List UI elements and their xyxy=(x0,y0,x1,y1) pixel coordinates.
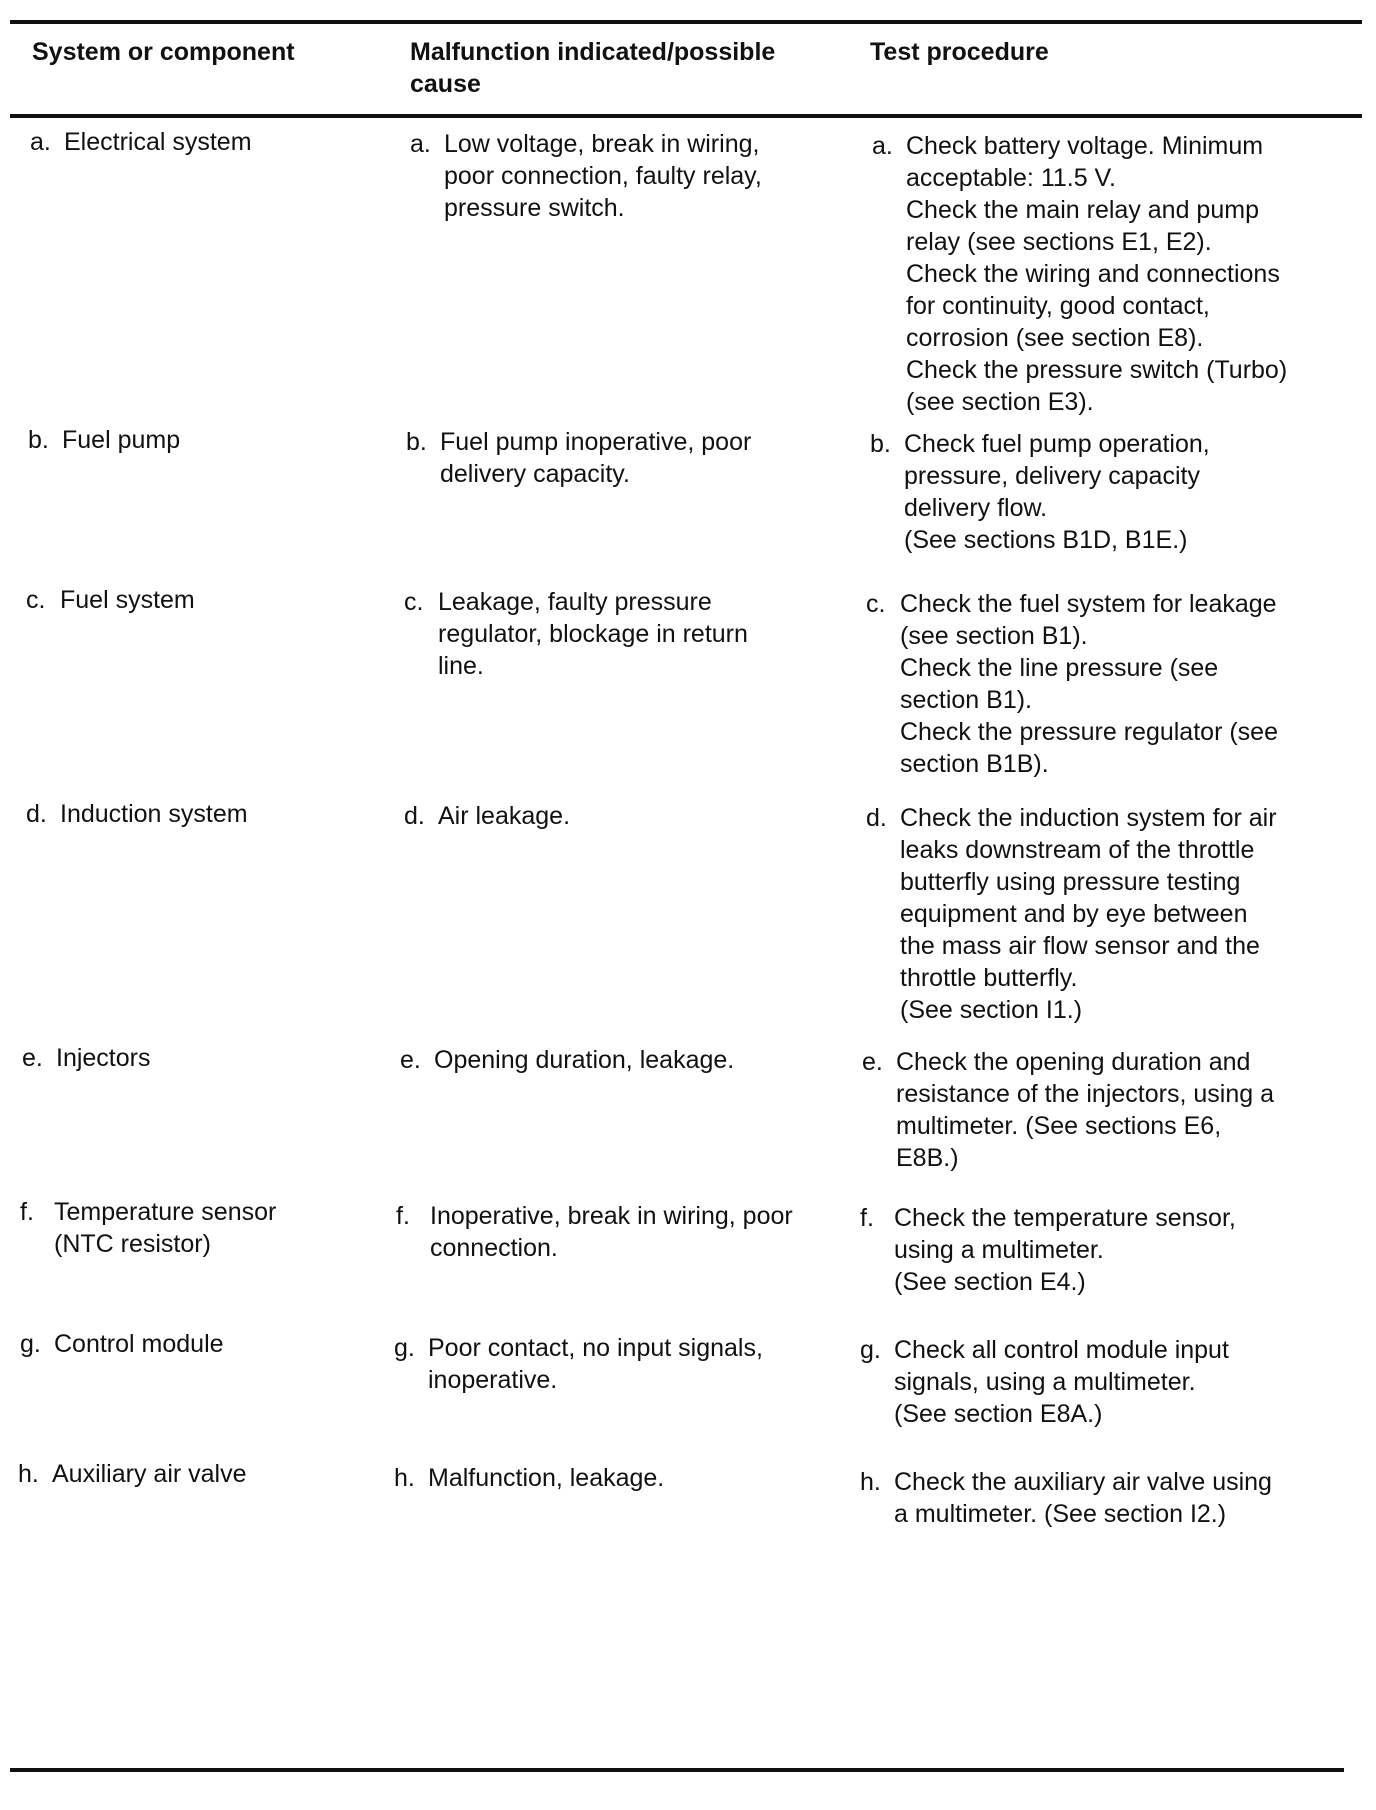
text-line: throttle butterfly. xyxy=(900,964,1078,992)
item-letter: f. xyxy=(860,1204,874,1232)
text-line: the mass air flow sensor and the xyxy=(900,932,1260,960)
item-letter: f. xyxy=(396,1202,410,1230)
text-line: Check the induction system for air xyxy=(900,804,1277,832)
header-malfunction-line1: Malfunction indicated/possible xyxy=(410,38,776,66)
text-line: a multimeter. (See section I2.) xyxy=(894,1500,1227,1528)
system-cell-text xyxy=(64,126,390,158)
test-cell xyxy=(866,588,1346,780)
cause-cell-text xyxy=(428,1462,834,1494)
text-line: delivery capacity. xyxy=(440,460,630,488)
header-test-procedure: Test procedure xyxy=(870,38,1049,66)
cause-cell-text xyxy=(444,128,850,224)
text-line: signals, using a multimeter. xyxy=(894,1368,1196,1396)
item-letter: d. xyxy=(866,804,887,832)
cause-cell-text xyxy=(434,1044,840,1076)
cause-cell xyxy=(404,800,844,832)
item-letter: h. xyxy=(18,1460,39,1488)
text-line: leaks downstream of the throttle xyxy=(900,836,1255,864)
header-malfunction-cause xyxy=(410,36,850,100)
text-line: pressure, delivery capacity xyxy=(904,462,1200,490)
cause-cell-text xyxy=(438,800,844,832)
text-line: Check the pressure regulator (see xyxy=(900,718,1278,746)
header-rule xyxy=(10,114,1362,118)
system-cell xyxy=(18,1458,378,1490)
text-line: inoperative. xyxy=(428,1366,558,1394)
item-letter: b. xyxy=(870,430,891,458)
text-line: Check the temperature sensor, xyxy=(894,1204,1236,1232)
text-line: Check the fuel system for leakage xyxy=(900,590,1277,618)
text-line: Induction system xyxy=(60,800,248,828)
text-line: poor connection, faulty relay, xyxy=(444,162,762,190)
text-line: Low voltage, break in wiring, xyxy=(444,130,760,158)
test-cell xyxy=(860,1466,1340,1530)
cause-cell-text xyxy=(438,586,844,682)
text-line: section B1). xyxy=(900,686,1033,714)
item-letter: d. xyxy=(404,802,425,830)
cause-cell xyxy=(396,1200,836,1264)
text-line: (See section E4.) xyxy=(894,1268,1086,1296)
test-cell-text xyxy=(900,802,1346,1026)
system-cell xyxy=(22,1042,382,1074)
item-letter: a. xyxy=(872,132,893,160)
text-line: Check the opening duration and xyxy=(896,1048,1251,1076)
cause-cell xyxy=(404,586,844,682)
text-line: E8B.) xyxy=(896,1144,959,1172)
cause-cell-text xyxy=(440,426,846,490)
test-cell-text xyxy=(906,130,1352,418)
text-line: Injectors xyxy=(56,1044,151,1072)
text-line: using a multimeter. xyxy=(894,1236,1104,1264)
text-line: section B1B). xyxy=(900,750,1049,778)
text-line: delivery flow. xyxy=(904,494,1048,522)
item-letter: d. xyxy=(26,800,47,828)
system-cell-text xyxy=(54,1328,380,1360)
test-cell-text xyxy=(900,588,1346,780)
item-letter: c. xyxy=(404,588,424,616)
test-cell-text xyxy=(904,428,1350,556)
top-rule xyxy=(10,20,1362,24)
item-letter: e. xyxy=(22,1044,43,1072)
text-line: Check the auxiliary air valve using xyxy=(894,1468,1272,1496)
text-line: (NTC resistor) xyxy=(54,1230,211,1258)
text-line: resistance of the injectors, using a xyxy=(896,1080,1274,1108)
text-line: regulator, blockage in return xyxy=(438,620,748,648)
text-line: Fuel system xyxy=(60,586,195,614)
test-cell-text xyxy=(894,1202,1340,1298)
system-cell xyxy=(30,126,390,158)
text-line: Check the wiring and connections xyxy=(906,260,1280,288)
system-cell-text xyxy=(54,1196,380,1260)
text-line: (See sections B1D, B1E.) xyxy=(904,526,1188,554)
text-line: pressure switch. xyxy=(444,194,625,222)
text-line: Fuel pump inoperative, poor xyxy=(440,428,752,456)
text-line: Poor contact, no input signals, xyxy=(428,1334,763,1362)
text-line: Check battery voltage. Minimum xyxy=(906,132,1264,160)
item-letter: e. xyxy=(400,1046,421,1074)
system-cell-text xyxy=(56,1042,382,1074)
text-line: Check the line pressure (see xyxy=(900,654,1219,682)
system-cell-text xyxy=(52,1458,378,1490)
text-line: Air leakage. xyxy=(438,802,571,830)
item-letter: a. xyxy=(410,130,431,158)
text-line: (See section E8A.) xyxy=(894,1400,1103,1428)
test-cell xyxy=(862,1046,1342,1174)
text-line: (see section E3). xyxy=(906,388,1094,416)
cause-cell xyxy=(406,426,846,490)
item-letter: c. xyxy=(866,590,886,618)
item-letter: e. xyxy=(862,1048,883,1076)
item-letter: g. xyxy=(860,1336,881,1364)
test-cell-text xyxy=(894,1334,1340,1430)
item-letter: g. xyxy=(394,1334,415,1362)
system-cell xyxy=(20,1328,380,1360)
text-line: Malfunction, leakage. xyxy=(428,1464,665,1492)
cause-cell xyxy=(394,1462,834,1494)
test-cell xyxy=(860,1202,1340,1298)
text-line: multimeter. (See sections E6, xyxy=(896,1112,1222,1140)
system-cell-text xyxy=(62,424,388,456)
cause-cell xyxy=(394,1332,834,1396)
test-cell-text xyxy=(896,1046,1342,1174)
system-cell xyxy=(28,424,388,456)
text-line: Check the main relay and pump xyxy=(906,196,1259,224)
cause-cell xyxy=(410,128,850,224)
test-cell xyxy=(870,428,1350,556)
system-cell-text xyxy=(60,584,386,616)
text-line: Auxiliary air valve xyxy=(52,1460,247,1488)
item-letter: c. xyxy=(26,586,46,614)
text-line: (see section B1). xyxy=(900,622,1088,650)
item-letter: a. xyxy=(30,128,51,156)
cause-cell-text xyxy=(428,1332,834,1396)
system-cell xyxy=(20,1196,380,1260)
system-cell xyxy=(26,798,386,830)
system-cell-text xyxy=(60,798,386,830)
item-letter: f. xyxy=(20,1198,34,1226)
text-line: Check the pressure switch (Turbo) xyxy=(906,356,1288,384)
text-line: Temperature sensor xyxy=(54,1198,277,1226)
item-letter: g. xyxy=(20,1330,41,1358)
text-line: relay (see sections E1, E2). xyxy=(906,228,1212,256)
cause-cell-text xyxy=(430,1200,836,1264)
text-line: acceptable: 11.5 V. xyxy=(906,164,1116,192)
bottom-rule xyxy=(10,1768,1344,1772)
item-letter: h. xyxy=(394,1464,415,1492)
text-line: butterfly using pressure testing xyxy=(900,868,1241,896)
text-line: equipment and by eye between xyxy=(900,900,1248,928)
text-line: Check fuel pump operation, xyxy=(904,430,1210,458)
text-line: Electrical system xyxy=(64,128,252,156)
header-malfunction-line2: cause xyxy=(410,70,481,98)
text-line: Inoperative, break in wiring, poor xyxy=(430,1202,793,1230)
test-cell xyxy=(872,130,1352,418)
item-letter: b. xyxy=(28,426,49,454)
system-cell xyxy=(26,584,386,616)
text-line: (See section I1.) xyxy=(900,996,1083,1024)
text-line: Leakage, faulty pressure xyxy=(438,588,712,616)
text-line: corrosion (see section E8). xyxy=(906,324,1204,352)
text-line: line. xyxy=(438,652,484,680)
header-system-or-component: System or component xyxy=(32,38,295,66)
text-line: Check all control module input xyxy=(894,1336,1229,1364)
text-line: for continuity, good contact, xyxy=(906,292,1210,320)
text-line: Fuel pump xyxy=(62,426,181,454)
test-cell xyxy=(860,1334,1340,1430)
text-line: Control module xyxy=(54,1330,224,1358)
text-line: connection. xyxy=(430,1234,558,1262)
item-letter: h. xyxy=(860,1468,881,1496)
text-line: Opening duration, leakage. xyxy=(434,1046,735,1074)
test-cell xyxy=(866,802,1346,1026)
test-cell-text xyxy=(894,1466,1340,1530)
cause-cell xyxy=(400,1044,840,1076)
item-letter: b. xyxy=(406,428,427,456)
